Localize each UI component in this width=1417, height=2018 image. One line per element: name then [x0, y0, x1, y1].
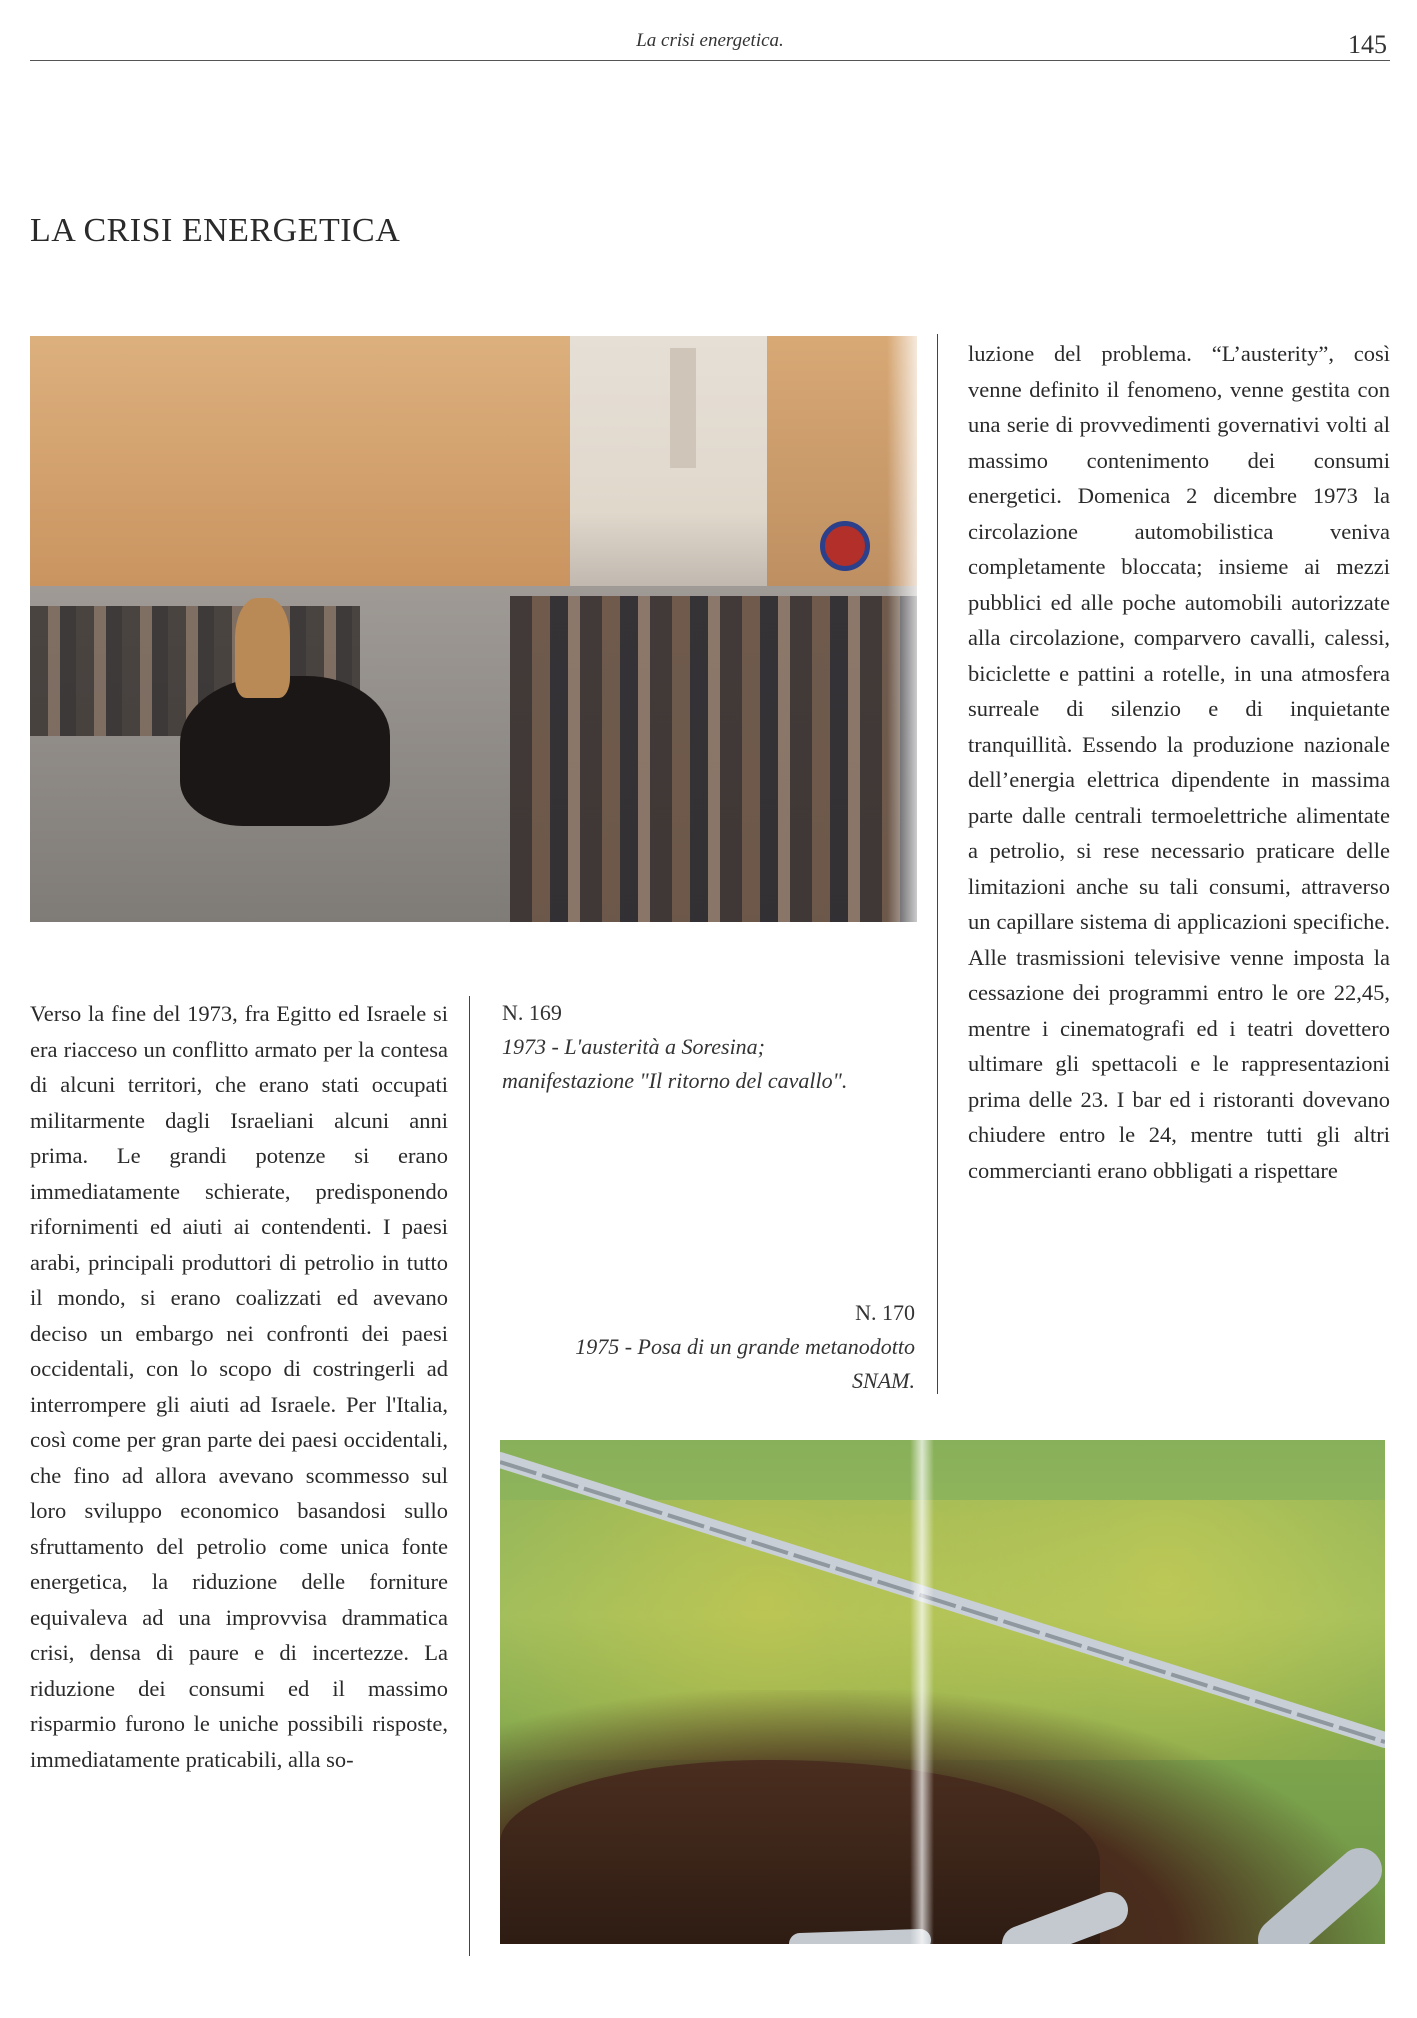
header-rule	[30, 60, 1390, 61]
photo-horse	[180, 676, 390, 826]
photo-pipe-segments	[500, 1440, 1385, 1944]
photo-bell-tower	[670, 348, 696, 468]
figure-caption: 1975 - Posa di un grande metanodotto SNAM.	[575, 1334, 915, 1393]
photo-crowd-right	[510, 596, 917, 922]
body-text-left-column: Verso la fine del 1973, fra Egitto ed Israele si era riacceso un conflitto armato per la contesa di alcuni territori, che erano stati occupati militarmente dagli Israeliani alcuni anni prima. Le grandi potenze si erano immediatamente schierate, predisponendo rifornimenti ed aiuti ai contendenti. I paesi arabi, principali produttori di petrolio in tutto il mondo, si erano coalizzati ed avevano deciso un embargo nei confronti dei paesi occidentali, con lo scopo di costringerli ad interrompere gli aiuti ad Israele. Per l'Italia, così come per gran parte dei paesi occidentali, che fino ad allora avevano scommesso sul loro sviluppo economico basandosi sullo sfruttamento del petrolio come unica fonte energetica, la riduzione delle forniture equivaleva ad una improvvisa drammatica crisi, densa di paure e di incertezze. La riduzione dei consumi ed il massimo risparmio furono le uniche possibili risposte, immediatamente praticabili, alla so-	[30, 1001, 448, 1772]
column-rule-right	[937, 334, 938, 1394]
column-rule-left	[469, 996, 470, 1956]
photo-pipeline-field	[500, 1440, 1385, 1944]
photo-traffic-sign	[820, 521, 870, 571]
photo-rider	[235, 598, 290, 698]
photo-page-fold	[887, 336, 917, 922]
caption-figure-170	[560, 1296, 915, 1398]
photo-horse-parade	[30, 336, 917, 922]
body-text-right-column: luzione del problema. “L’austerity”, così venne definito il fenomeno, venne gestita con una serie di provvedimenti governativi volti al massimo contenimento dei consumi energetici. Domenica 2 dicembre 1973 la circolazione automobilistica veniva completamente bloccata; insieme ai mezzi pubblici ed alle poche automobili autorizzate alla circolazione, comparvero cavalli, calessi, biciclette e pattini a rotelle, in una atmosfera surreale di silenzio e di inquietante tranquillità. Essendo la produzione nazionale dell’energia elettrica dipendente in massima parte dalle centrali termoelettriche alimentate a petrolio, si rese necessario praticare delle limitazioni anche su tali consumi, attraverso un capillare sistema di applicazioni specifiche. Alle trasmissioni televisive venne imposta la cessazione dei programmi entro le ore 22,45, mentre i cinematografi ed i teatri dovettero ultimare gli spettacoli e le rappresentazioni prima delle 23. I bar ed i ristoranti dovevano chiudere entro le 24, mentre tutti gli altri commercianti erano obbligati a rispettare	[968, 341, 1390, 1183]
photo-page-fold	[910, 1440, 934, 1944]
figure-number: N. 170	[855, 1300, 915, 1325]
caption-figure-169	[502, 996, 862, 1098]
chapter-title: LA CRISI ENERGETICA	[30, 212, 401, 249]
figure-caption: 1973 - L'austerità a Soresina; manifestazione "Il ritorno del cavallo".	[502, 1034, 848, 1093]
photo-building-left	[30, 336, 570, 596]
page-number: 145	[1348, 30, 1387, 59]
figure-number: N. 169	[502, 1000, 562, 1025]
running-title: La crisi energetica.	[636, 30, 784, 51]
